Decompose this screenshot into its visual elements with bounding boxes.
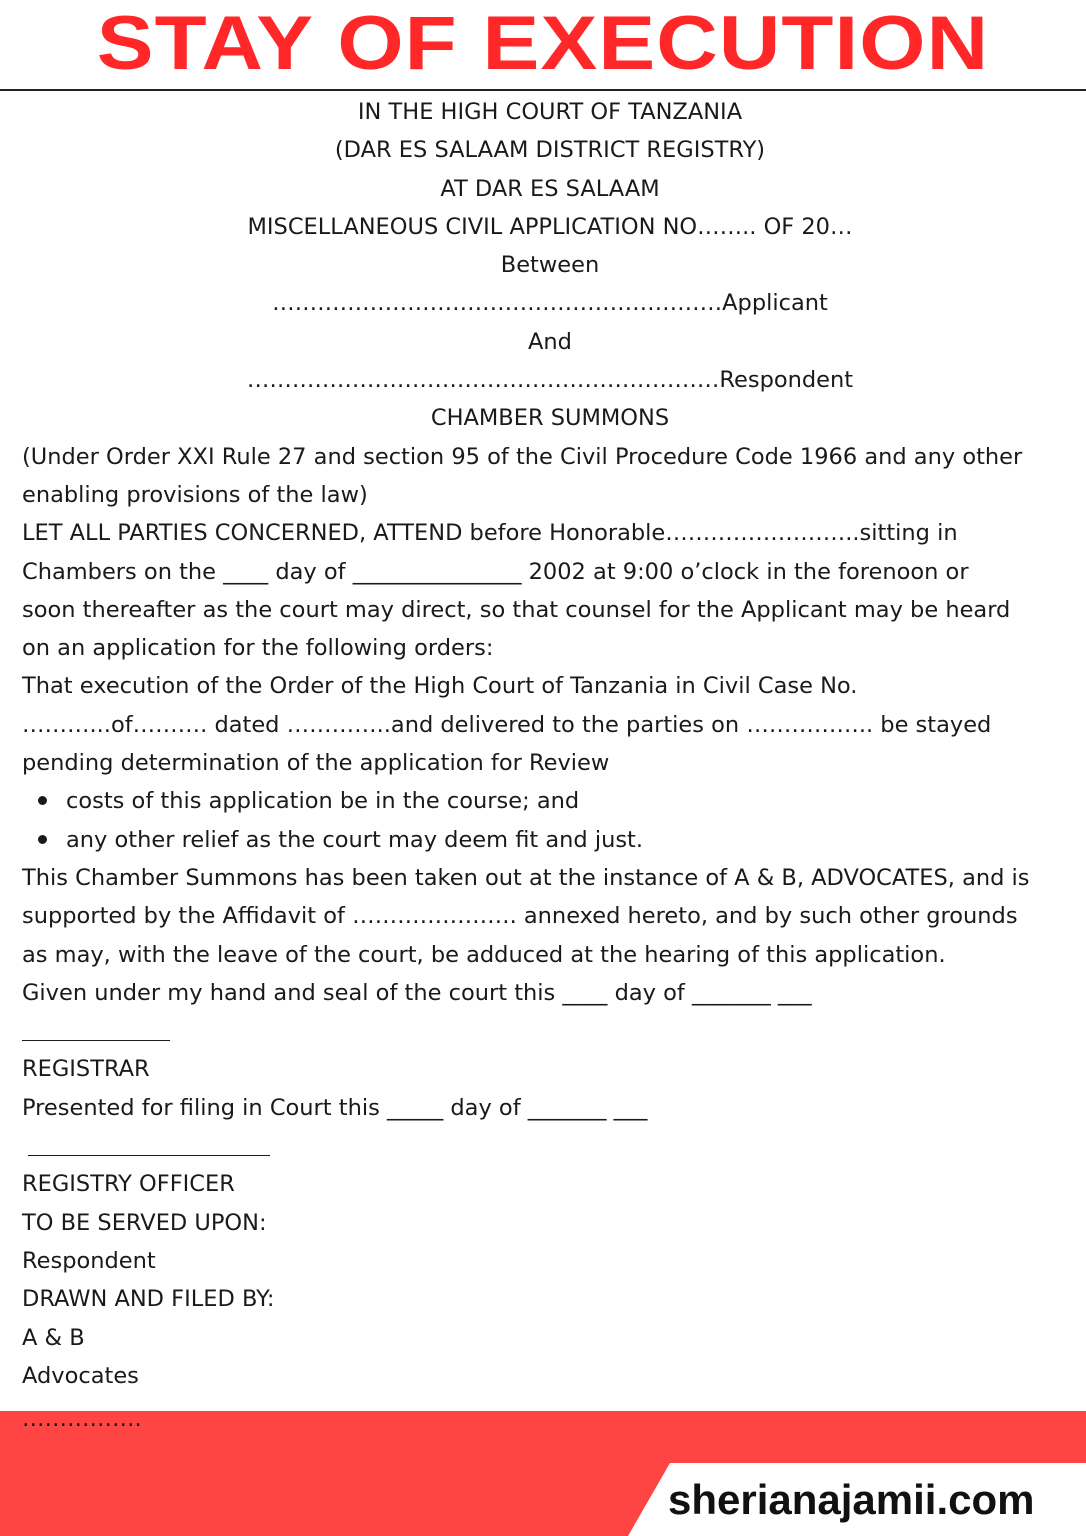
- chamber-summons-document: [22, 93, 1078, 1395]
- firm-address: …………….: [22, 1406, 142, 1432]
- paragraph-line: pending determination of the application for Review: [22, 750, 610, 777]
- list-item: any other relief as the court may deem fit and just.: [66, 821, 1078, 859]
- paragraph-line: This Chamber Summons has been taken out at the instance of A & B, ADVOCATES, and is: [22, 864, 1030, 891]
- document-title: STAY OF EXECUTION: [96, 1, 990, 86]
- application-number: MISCELLANEOUS CIVIL APPLICATION NO…….. OF 20…: [247, 213, 853, 240]
- instance-paragraph: [22, 859, 1078, 974]
- firm-name: A & B: [22, 1324, 85, 1351]
- signature-underline: [22, 1022, 170, 1041]
- drawn-by-label: DRAWN AND FILED BY:: [22, 1286, 275, 1313]
- paragraph-line: soon thereafter as the court may direct, so that counsel for the Applicant may be heard: [22, 596, 1011, 623]
- applicant-line: ……………………………………………………Applicant: [272, 290, 828, 317]
- firm-type: Advocates: [22, 1362, 139, 1389]
- paragraph-line: enabling provisions of the law): [22, 481, 368, 508]
- list-item: costs of this application be in the course; and: [66, 782, 1078, 820]
- paragraph-line: LET ALL PARTIES CONCERNED, ATTEND before Honorable……………………..sitting in: [22, 520, 958, 547]
- registry-officer-label: REGISTRY OFFICER: [22, 1171, 235, 1198]
- respondent-line: ………………………………………………………Respondent: [246, 367, 854, 394]
- served-upon-value: Respondent: [22, 1247, 156, 1274]
- presented-for-filing: Presented for filing in Court this _____ day of _______ ___: [22, 1094, 648, 1121]
- signature-underline: [28, 1137, 270, 1156]
- given-under-hand: Given under my hand and seal of the court this ____ day of _______ ___: [22, 979, 812, 1006]
- reliefs-list: [22, 782, 1078, 859]
- court-location: AT DAR ES SALAAM: [440, 175, 660, 202]
- site-url[interactable]: sherianajamii.com: [668, 1476, 1035, 1523]
- between-label: Between: [500, 252, 600, 279]
- registrar-signature-line: [22, 1012, 1078, 1050]
- registrar-label: REGISTRAR: [22, 1056, 150, 1083]
- attend-paragraph: [22, 514, 1078, 667]
- and-label: And: [528, 328, 572, 355]
- title-divider: [0, 89, 1086, 91]
- paragraph-line: Chambers on the ____ day of _______________ 2002 at 9:00 o’clock in the forenoon or: [22, 558, 969, 585]
- order-paragraph: [22, 667, 1078, 782]
- paragraph-line: on an application for the following orders:: [22, 635, 494, 662]
- paragraph-line: (Under Order XXI Rule 27 and section 95 of the Civil Procedure Code 1966 and any other: [22, 443, 1023, 470]
- paragraph-line: supported by the Affidavit of …………………. annexed hereto, and by such other grounds: [22, 903, 1018, 930]
- document-type: CHAMBER SUMMONS: [430, 405, 670, 432]
- served-upon-label: TO BE SERVED UPON:: [22, 1209, 267, 1236]
- court-name: IN THE HIGH COURT OF TANZANIA: [357, 99, 743, 125]
- registry-officer-signature-line: [22, 1127, 1078, 1165]
- registry-name: (DAR ES SALAAM DISTRICT REGISTRY): [334, 137, 766, 164]
- paragraph-line: ………...of………. dated …………..and delivered to the parties on …………….. be stayed: [22, 711, 992, 738]
- paragraph-line: as may, with the leave of the court, be adduced at the hearing of this application.: [22, 941, 946, 968]
- paragraph-line: That execution of the Order of the High Court of Tanzania in Civil Case No.: [22, 673, 858, 700]
- authority-paragraph: [22, 438, 1078, 515]
